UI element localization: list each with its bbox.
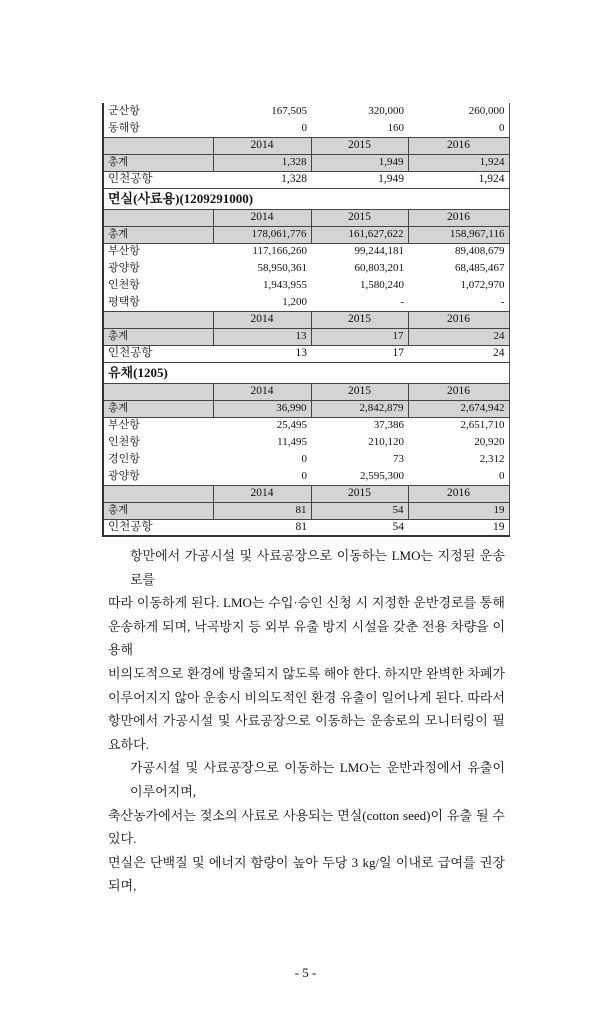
year-header-cell: 2015 <box>311 311 408 328</box>
year-header-cell: 2016 <box>408 383 509 400</box>
value-cell: 99,244,181 <box>354 245 404 258</box>
row-label: 총계 <box>103 328 213 345</box>
value-cell: 260,000 <box>468 105 505 117</box>
value-cell: 0 <box>499 121 505 134</box>
row-label <box>103 311 213 328</box>
row-label: 총계 <box>103 502 213 519</box>
value-cell: 54 <box>311 519 408 536</box>
value-cell: 19 <box>408 502 509 519</box>
row-label: 경인항 <box>108 453 140 465</box>
table-row <box>103 468 509 485</box>
value-cell: 36,990 <box>213 400 311 417</box>
value-cell: 60,803,201 <box>354 262 404 274</box>
value-cell: 24 <box>408 328 509 345</box>
table-row <box>103 277 509 294</box>
table-row <box>103 120 509 137</box>
row-label: 인천공항 <box>103 171 213 188</box>
value-cell: 17 <box>311 328 408 345</box>
value-cell: 20,920 <box>474 436 505 448</box>
year-header-cell: 2015 <box>311 485 408 502</box>
row-label: 광양항 <box>108 262 140 274</box>
year-header-cell: 2015 <box>311 383 408 400</box>
text-line: 운송하게 되며, 낙곡방지 등 외부 유출 방지 시설을 갖춘 전용 차량을 이용해 <box>108 618 505 658</box>
value-cell: 2,651,710 <box>460 419 505 432</box>
table-row <box>103 417 509 434</box>
value-cell: 158,967,116 <box>408 226 509 243</box>
table-row <box>103 451 509 468</box>
value-cell: 1,924 <box>408 154 509 171</box>
value-cell: 210,120 <box>368 436 404 448</box>
table-row <box>103 294 509 311</box>
row-label: 인천항 <box>108 436 140 448</box>
total-row <box>103 328 509 345</box>
value-cell: - <box>500 295 505 308</box>
year-header-cell: 2016 <box>408 209 509 226</box>
value-cell: 2,595,300 <box>360 469 404 482</box>
table-row <box>103 519 509 536</box>
body-text <box>108 544 505 1022</box>
value-cell: 178,061,776 <box>213 226 311 243</box>
total-row <box>103 226 509 243</box>
year-header-row <box>103 485 509 502</box>
year-header-cell: 2016 <box>408 485 509 502</box>
value-cell: 1,943,955 <box>263 279 307 291</box>
total-row <box>103 400 509 417</box>
year-header-cell: 2015 <box>311 209 408 226</box>
value-cell: 1,949 <box>311 171 408 188</box>
year-header-cell: 2016 <box>408 311 509 328</box>
value-cell: 0 <box>301 469 307 482</box>
value-cell: 160 <box>387 121 404 134</box>
value-cell: 0 <box>499 469 505 482</box>
year-header-cell: 2014 <box>213 209 311 226</box>
year-header-cell: 2014 <box>213 485 311 502</box>
table-row <box>103 103 509 120</box>
year-header-cell: 2014 <box>213 311 311 328</box>
value-cell: 89,408,679 <box>455 245 505 258</box>
value-cell: 161,627,622 <box>311 226 408 243</box>
row-label <box>103 209 213 226</box>
table-row <box>103 171 509 188</box>
year-header-cell: 2016 <box>408 137 509 154</box>
value-cell: 1,949 <box>311 154 408 171</box>
value-cell: 58,950,361 <box>257 262 307 274</box>
row-label: 부산항 <box>108 245 140 258</box>
row-label: 총계 <box>103 154 213 171</box>
text-line: 항만에서 가공시설 및 사료공장으로 이동하는 운송로의 모니터링이 필요하다. <box>108 713 505 752</box>
value-cell: 1,328 <box>213 154 311 171</box>
text-line: 비의도적으로 환경에 방출되지 않도록 해야 한다. 하지만 완벽한 차폐가 <box>108 665 505 681</box>
value-cell: 1,328 <box>213 171 311 188</box>
value-cell: 19 <box>408 519 509 536</box>
row-label: 인천공항 <box>103 519 213 536</box>
text-line: 항만에서 가공시설 및 사료공장으로 이동하는 LMO는 지정된 운송로를 <box>130 548 505 587</box>
row-label <box>103 383 213 400</box>
value-cell: 2,674,942 <box>408 400 509 417</box>
table-row <box>103 345 509 362</box>
value-cell: 17 <box>311 345 408 362</box>
total-row <box>103 502 509 519</box>
section-title: 유채(1205) <box>103 362 509 383</box>
value-cell: 167,505 <box>271 105 307 117</box>
value-cell: 0 <box>301 453 307 465</box>
value-cell: 0 <box>301 121 307 134</box>
year-header-row <box>103 311 509 328</box>
value-cell: - <box>400 295 404 308</box>
value-cell: 1,200 <box>282 295 307 308</box>
value-cell: 25,495 <box>276 419 307 432</box>
value-cell: 81 <box>213 502 311 519</box>
row-label: 인천항 <box>108 279 140 291</box>
value-cell: 73 <box>393 453 404 465</box>
text-line: 가공시설 및 사료공장으로 이동하는 LMO는 운반과정에서 유출이 이루어지며, <box>130 760 505 799</box>
row-label: 인천공항 <box>103 345 213 362</box>
row-label <box>103 137 213 154</box>
paragraph-2 <box>108 756 505 898</box>
table-row <box>103 434 509 451</box>
value-cell: 117,166,260 <box>252 245 307 258</box>
text-line: 축산농가에서는 젖소의 사료로 사용되는 면실(cotton seed)이 유출 될 수 있다. <box>108 807 505 847</box>
value-cell: 2,312 <box>479 453 505 465</box>
total-row <box>103 154 509 171</box>
import-statistics-table <box>102 103 510 537</box>
year-header-row <box>103 137 509 154</box>
section-title-row <box>103 362 509 383</box>
text-line: 따라 이동하게 된다. LMO는 수입·승인 신청 시 지정한 운반경로를 통해 <box>108 595 505 611</box>
value-cell: 11,495 <box>277 436 307 448</box>
row-label: 총계 <box>103 400 213 417</box>
row-label: 부산항 <box>108 419 140 432</box>
value-cell: 1,072,970 <box>460 279 505 291</box>
paragraph-1 <box>108 544 505 756</box>
value-cell: 13 <box>213 328 311 345</box>
value-cell: 24 <box>408 345 509 362</box>
row-label: 동해항 <box>108 121 140 134</box>
section-title: 면실(사료용)(1209291000) <box>103 188 509 209</box>
value-cell: 2,842,879 <box>311 400 408 417</box>
row-label: 군산항 <box>108 105 140 117</box>
value-cell: 13 <box>213 345 311 362</box>
section-title-row <box>103 188 509 209</box>
year-header-row <box>103 383 509 400</box>
row-label: 총계 <box>103 226 213 243</box>
value-cell: 1,580,240 <box>360 279 404 291</box>
value-cell: 54 <box>311 502 408 519</box>
value-cell: 81 <box>213 519 311 536</box>
value-cell: 37,386 <box>373 419 404 432</box>
year-header-cell: 2014 <box>213 383 311 400</box>
year-header-cell: 2015 <box>311 137 408 154</box>
table-row <box>103 260 509 277</box>
value-cell: 1,924 <box>408 171 509 188</box>
text-line: 면실은 단백질 및 에너지 함량이 높아 두당 3 kg/일 이내로 급여를 권장되며, <box>108 854 505 894</box>
year-header-row <box>103 209 509 226</box>
row-label <box>103 485 213 502</box>
table-row <box>103 243 509 260</box>
page-number: - 5 - <box>294 964 317 980</box>
text-line: 이루어지지 않아 운송시 비의도적인 환경 유출이 일어나게 된다. 따라서 <box>108 689 505 705</box>
row-label: 광양항 <box>108 469 140 482</box>
value-cell: 320,000 <box>368 105 404 117</box>
value-cell: 68,485,467 <box>455 262 505 274</box>
row-label: 평택항 <box>108 295 140 308</box>
year-header-cell: 2014 <box>213 137 311 154</box>
